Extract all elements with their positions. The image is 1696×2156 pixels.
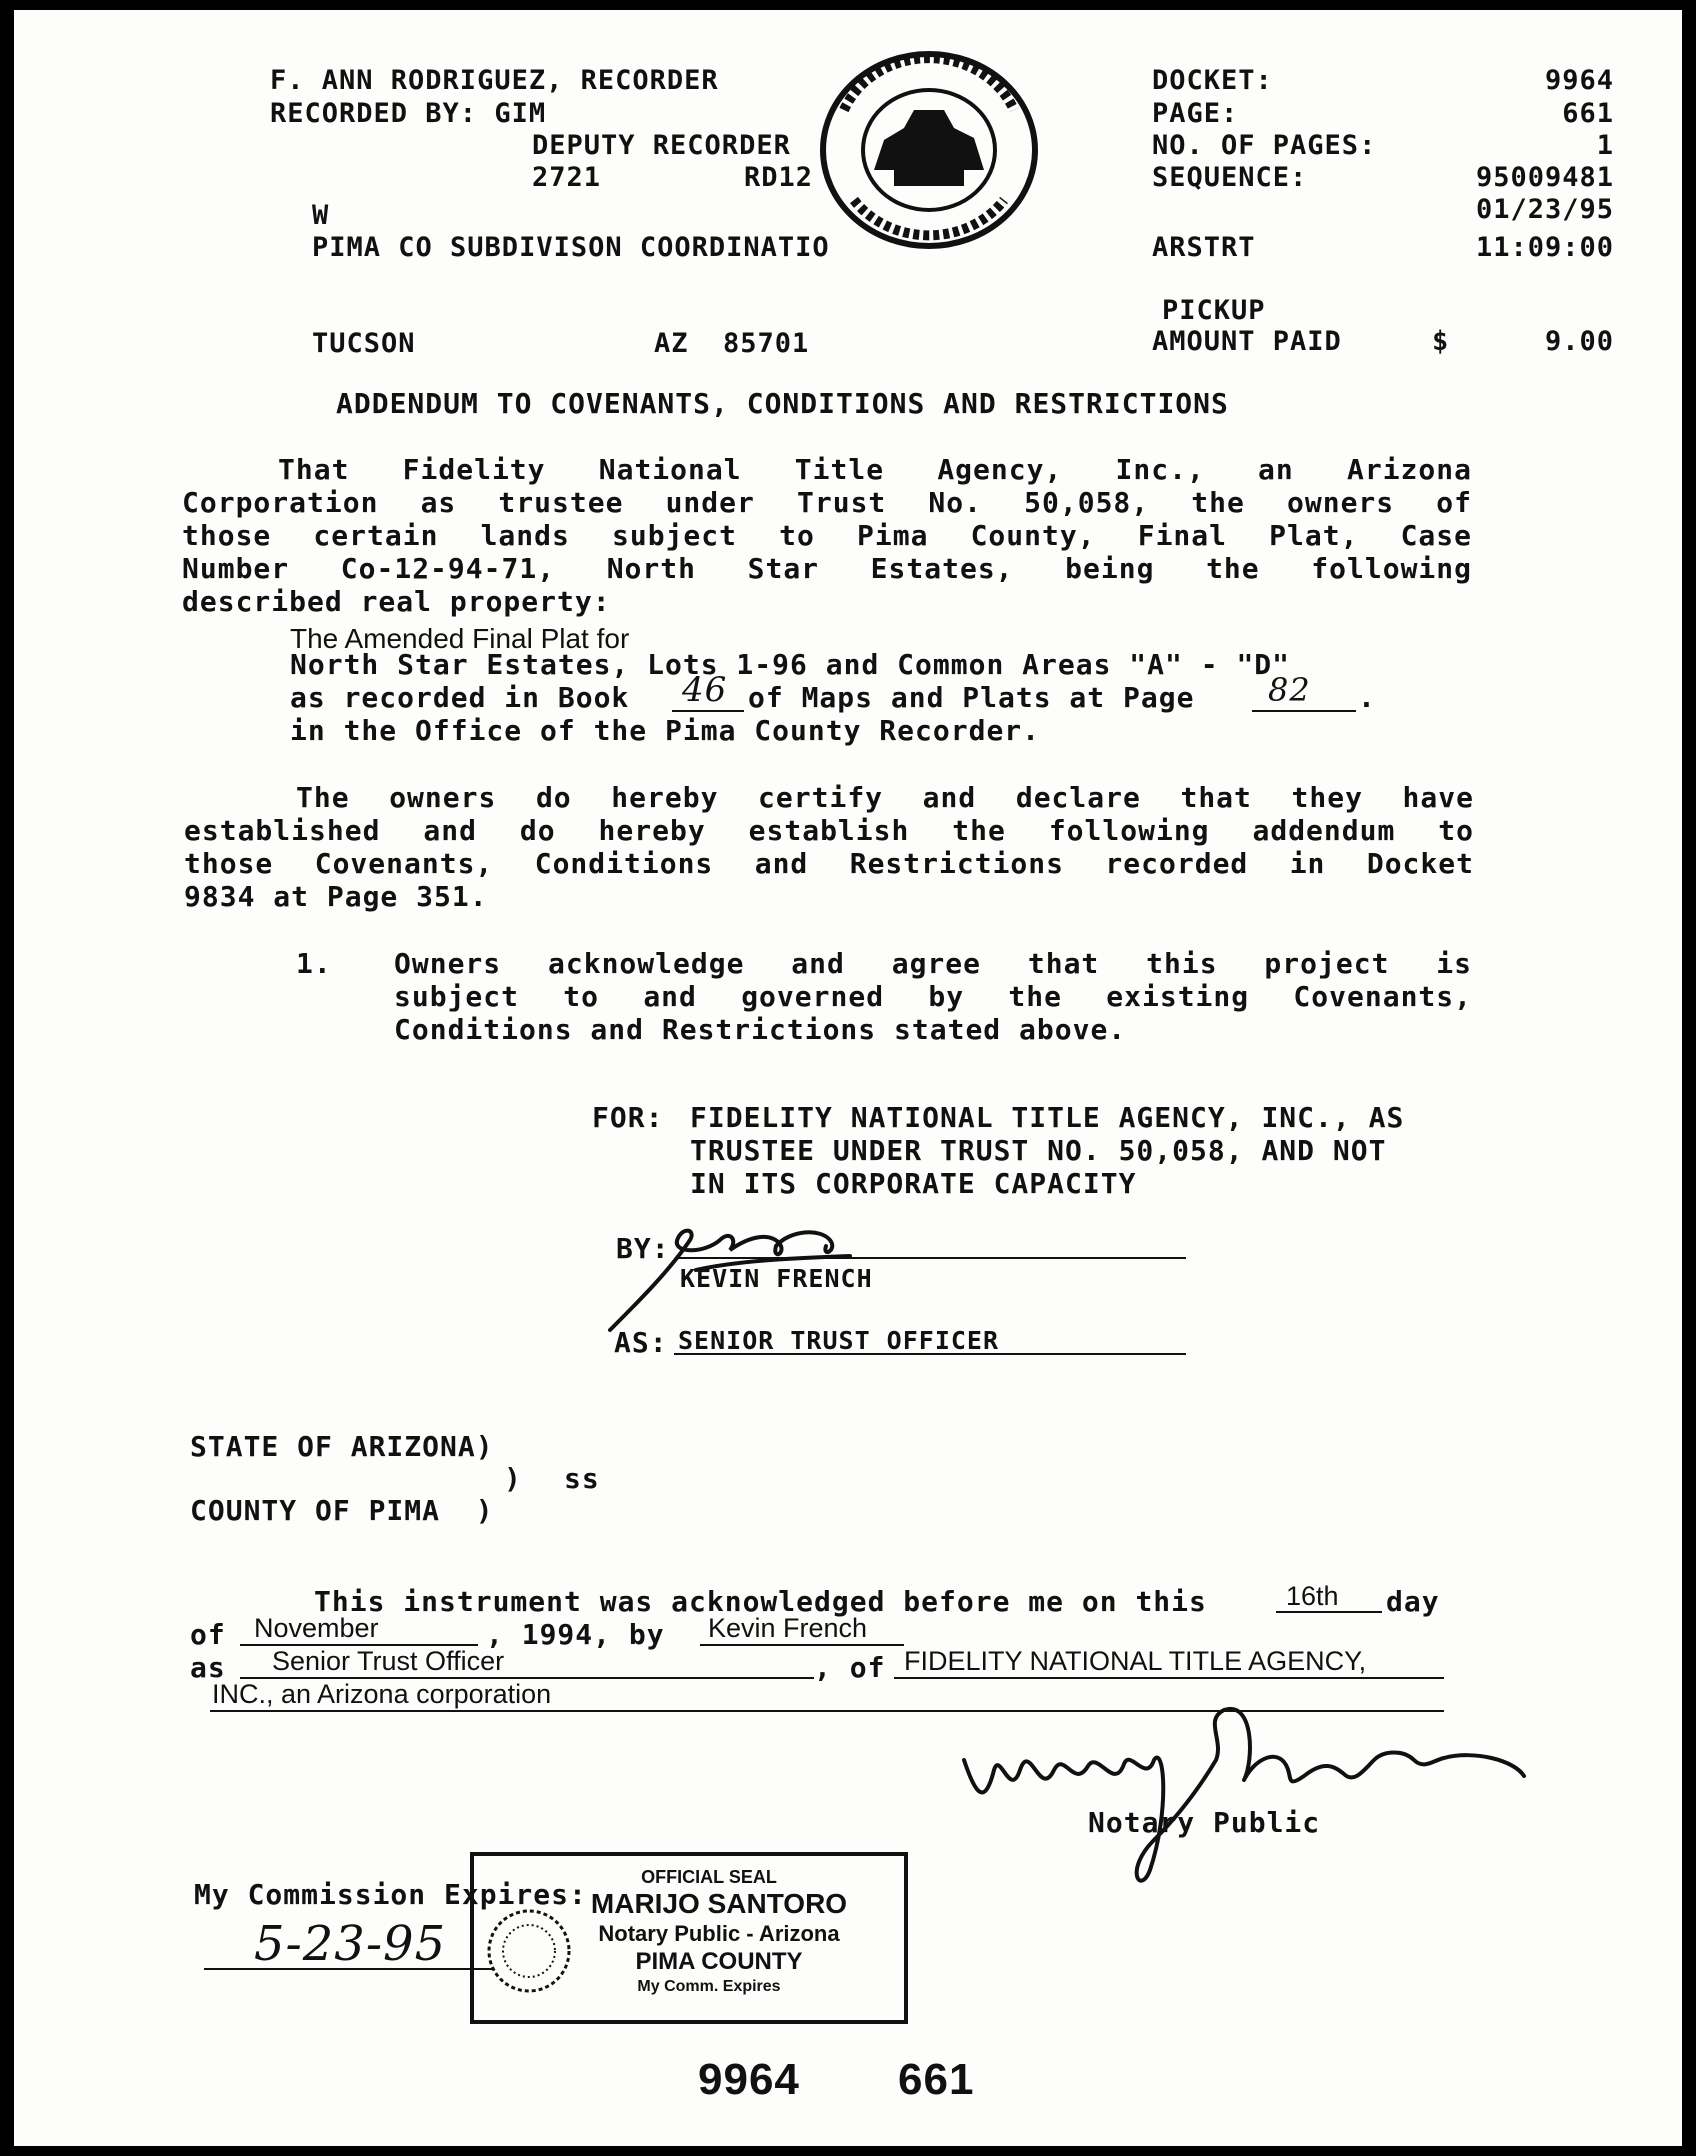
county-seal-icon [814,50,1044,250]
stamp-line2: MARIJO SANTORO [590,1888,848,1919]
book-number: 46 [682,670,728,710]
ack-line1: This instrument was acknowledged before me on this [314,1585,1207,1618]
property-line1: The Amended Final Plat for [290,623,630,654]
item1-line3: Conditions and Restrictions stated above. [394,1013,1127,1046]
pages-value: 1 [1596,130,1614,161]
currency-symbol: $ [1432,326,1450,357]
state-zip: AZ 85701 [654,328,810,359]
sequence-value: 95009481 [1475,162,1614,193]
footer-page: 661 [898,2055,975,2104]
trustee-line2: TRUSTEE UNDER TRUST NO. 50,058, AND NOT [690,1134,1387,1167]
sequence-label: SEQUENCE: [1152,162,1308,193]
signer-title: SENIOR TRUST OFFICER [678,1326,1000,1355]
amount-label: AMOUNT PAID [1152,326,1342,357]
notary-label: Notary Public [1088,1806,1321,1839]
trustee-line1: FIDELITY NATIONAL TITLE AGENCY, INC., AS [690,1101,1405,1134]
para1-line4: Number Co-12-94-71, North Star Estates, being the following [182,552,1472,585]
signer-name: KEVIN FRENCH [680,1264,873,1293]
commission-label: My Commission Expires: [194,1878,587,1911]
amount-value: 9.00 [1544,326,1614,357]
code-rd12: RD12 [744,162,814,193]
page-label: PAGE: [1152,98,1239,129]
recorded-date: 01/23/95 [1475,194,1614,225]
property-line3b: of Maps and Plats at Page [748,681,1195,714]
venue-county: COUNTY OF PIMA ) [190,1494,494,1527]
docket-value: 9964 [1544,65,1614,96]
para1-line5: described real property: [182,585,611,618]
para1-line2: Corporation as trustee under Trust No. 50,058, the owners of [182,486,1472,519]
trust-officer-signature [600,1210,960,1340]
by-label: BY: [616,1232,670,1265]
para2-line4: 9834 at Page 351. [184,880,488,913]
city: TUCSON [312,328,416,359]
ack-name: Kevin French [708,1613,868,1643]
stamp-line3: Notary Public - Arizona [598,1921,840,1946]
item1-line1: Owners acknowledge and agree that this project is [394,947,1472,980]
para2-line1: The owners do hereby certify and declare that they have [296,781,1474,814]
document-title: ADDENDUM TO COVENANTS, CONDITIONS AND RESTRICTIONS [336,387,1229,420]
subdivision-coordinator: PIMA CO SUBDIVISON COORDINATIO [312,232,830,263]
ack-day-label: day [1386,1585,1440,1618]
letter-w: W [312,200,330,231]
notary-signature [954,1700,1534,1900]
stamp-line5: My Comm. Expires [637,1978,781,1995]
ack-company: FIDELITY NATIONAL TITLE AGENCY, [904,1646,1367,1676]
footer-docket: 9964 [698,2055,800,2104]
pages-label: NO. OF PAGES: [1152,130,1377,161]
ack-company-2: INC., an Arizona corporation [212,1679,552,1709]
plat-page-number: 82 [1268,671,1311,709]
para2-line3: those Covenants, Conditions and Restrictions recorded in Docket [184,847,1474,880]
as-label: AS: [614,1326,668,1359]
notary-stamp [470,1852,908,2024]
ack-year: , 1994, by [486,1618,665,1651]
para1-line1: That Fidelity National Title Agency, Inc., an Arizona [278,453,1472,486]
ack-day: 16th [1286,1581,1339,1611]
property-line2: North Star Estates, Lots 1-96 and Common Areas "A" - "D" [290,648,1291,681]
para1-line3: those certain lands subject to Pima County, Final Plat, Case [182,519,1472,552]
stamp-line1: OFFICIAL SEAL [641,1867,777,1887]
commission-expires: 5-23-95 [254,1916,447,1972]
venue-paren: ) [504,1462,522,1495]
deputy-recorder: DEPUTY RECORDER [532,130,791,161]
para2-line2: established and do hereby establish the following addendum to [184,814,1474,847]
stamp-line4: PIMA COUNTY [635,1948,803,1975]
page-value: 661 [1562,98,1614,129]
arstrt-label: ARSTRT [1152,232,1256,263]
ack-of: of [190,1618,226,1651]
docket-label: DOCKET: [1152,65,1273,96]
item1-line2: subject to and governed by the existing Covenants, [394,980,1472,1013]
document-page [14,10,1682,2146]
property-line3a: as recorded in Book [290,681,630,714]
ack-as: as [190,1651,226,1684]
item1-number: 1. [296,947,332,980]
for-label: FOR: [592,1101,664,1134]
recorder-name: F. ANN RODRIGUEZ, RECORDER [270,65,719,96]
ack-title: Senior Trust Officer [272,1646,505,1676]
pickup-label: PICKUP [1162,295,1266,326]
property-line3c: . [1358,681,1376,714]
trustee-line3: IN ITS CORPORATE CAPACITY [690,1167,1137,1200]
code-2721: 2721 [532,162,602,193]
recorded-time: 11:09:00 [1475,232,1614,263]
property-line4: in the Office of the Pima County Recorder. [290,714,1041,747]
ack-of-company: , of [814,1651,886,1684]
recorded-by: RECORDED BY: GIM [270,98,547,129]
venue-ss: ss [564,1462,600,1495]
venue-state: STATE OF ARIZONA) [190,1430,494,1463]
ack-month: November [254,1613,379,1643]
